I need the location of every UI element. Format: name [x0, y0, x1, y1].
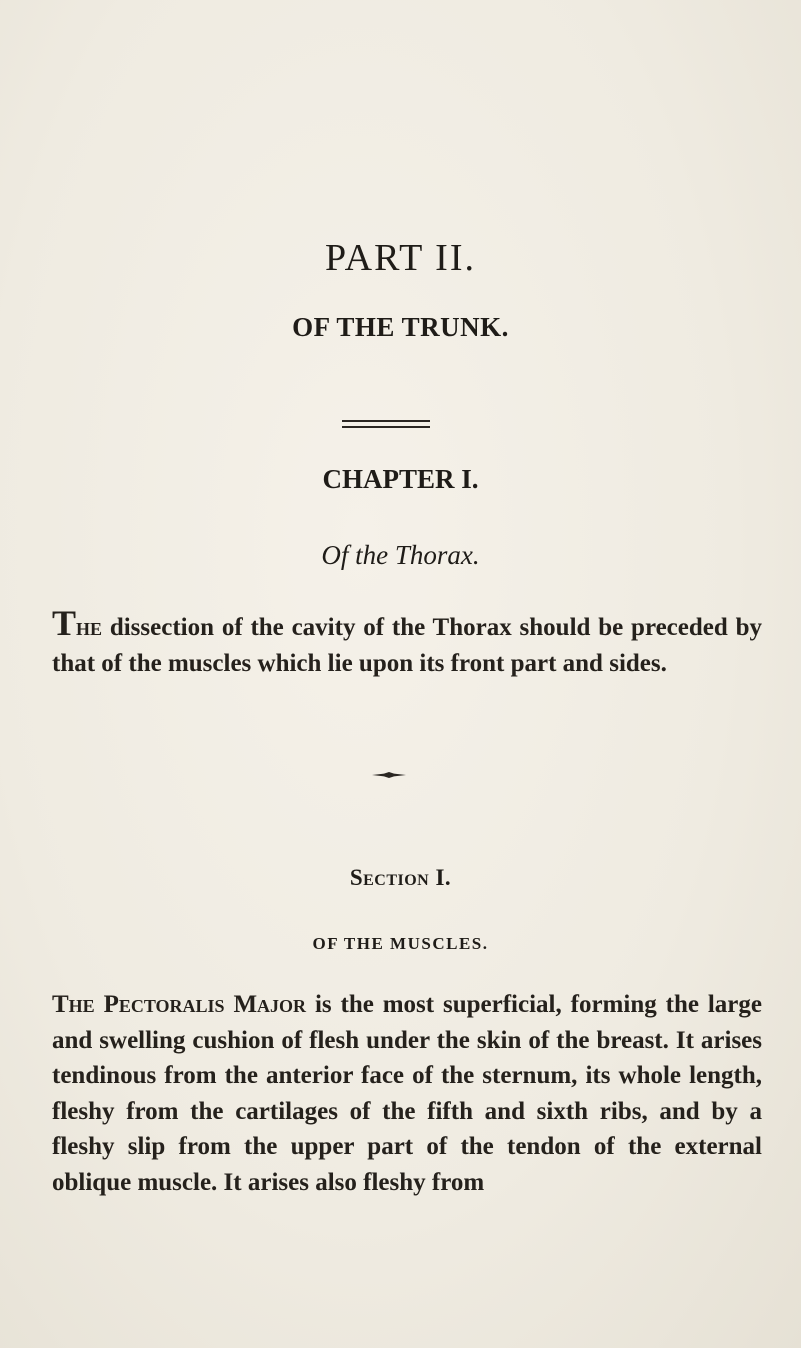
body-text: is the most superficial, forming the large and swelling cushion of flesh under the skin of the breast. It arises tendinous from the anterior face of the sternum, its whole length, fleshy from the cartilages of the fifth and sixth ribs, and by a fleshy slip from the upper part of the tendon of the external oblique muscle. It arises also fleshy from [52, 991, 762, 1196]
chapter-title: CHAPTER I. [322, 464, 479, 494]
intro-text: dissection of the cavity of the Thorax should be preceded by that of the muscles which lie upon its front part and sides. [52, 614, 762, 677]
ornament-rule-icon [372, 772, 406, 778]
section-title: Section I. [349, 865, 452, 890]
body-paragraph [52, 987, 762, 1200]
drop-cap: T [52, 603, 77, 643]
double-rule-top [342, 420, 430, 422]
part-title: PART II. [325, 237, 476, 279]
trunk-title: OF THE TRUNK. [292, 312, 509, 342]
section-subtitle: OF THE MUSCLES. [312, 934, 489, 953]
chapter-subtitle: Of the Thorax. [321, 540, 480, 570]
body-lead-caps: The Pectoralis Major [52, 991, 307, 1018]
double-rule-bottom [342, 426, 430, 428]
intro-smallcaps: he [76, 614, 103, 641]
intro-paragraph [52, 603, 762, 681]
